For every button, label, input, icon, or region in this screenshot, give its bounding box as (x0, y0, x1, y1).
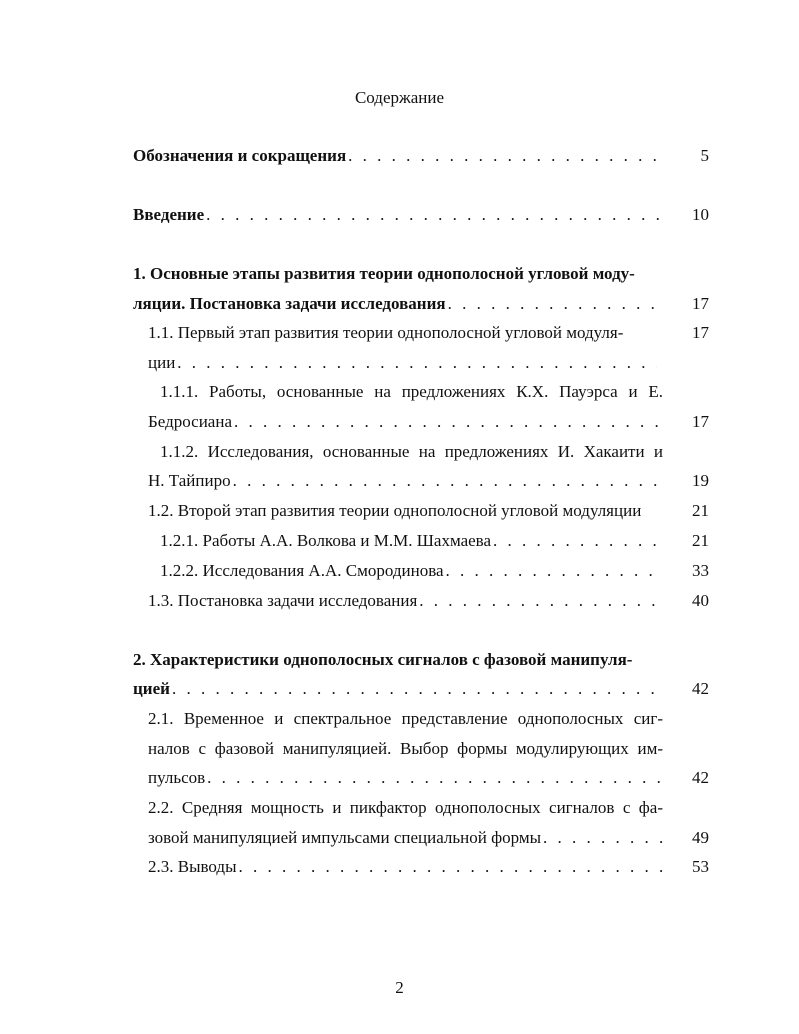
leader-dots (177, 353, 657, 373)
leader-dots (348, 146, 663, 166)
toc-entry-text: пульсов (148, 768, 206, 787)
leader-dots (233, 471, 663, 491)
leader-dots (239, 857, 663, 877)
toc-entry-text: 1.3. Постановка задачи исследования (148, 591, 418, 610)
leader-dots (446, 561, 663, 581)
toc-entry-page: 5 (700, 146, 709, 165)
leader-dots (206, 205, 663, 225)
toc-entry-text: 1.1.1. Работы, основанные на предложениях К.Х. Пауэрса и Е. (160, 382, 663, 401)
toc-entry-page: 53 (692, 857, 709, 876)
toc-entry-page: 40 (692, 591, 709, 610)
toc-entry-text: 1.2. Второй этап развития теории однополосной угловой модуляции (148, 501, 642, 520)
toc-entry-text: ляции. Постановка задачи исследования (133, 294, 446, 313)
toc-entry-text: ции (148, 353, 176, 372)
toc-entry-line1[interactable] (133, 650, 663, 672)
leader-dots (493, 531, 663, 551)
toc-entry-page: 17 (692, 412, 709, 431)
leader-dots (172, 679, 663, 699)
toc-entry-line3[interactable] (148, 768, 709, 790)
toc-entry-line1[interactable] (133, 264, 663, 286)
toc-entry-text: Обозначения и сокращения (133, 146, 347, 165)
toc-entry[interactable] (148, 501, 709, 523)
toc-entry-text: 1.1.2. Исследования, основанные на предложениях И. Хакаити и (160, 442, 663, 461)
toc-entry-line2[interactable] (133, 679, 709, 701)
leader-dots (419, 591, 663, 611)
page-number: 2 (395, 978, 404, 997)
toc-entry-text: 1.2.2. Исследования А.А. Смородинова (160, 561, 444, 580)
toc-entry-text: зовой манипуляцией импульсами специальной формы (148, 828, 542, 847)
leader-dots (543, 828, 663, 848)
toc-entry[interactable] (148, 591, 709, 613)
toc-entry-line2[interactable] (148, 828, 709, 850)
toc-entry-line1[interactable] (148, 709, 663, 731)
toc-entry-line2[interactable] (133, 294, 709, 316)
toc-entry-page: 21 (692, 501, 709, 520)
toc-entry[interactable] (160, 531, 709, 553)
toc-entry-page: 42 (692, 768, 709, 787)
leader-dots (234, 412, 663, 432)
toc-entry-text: 1.2.1. Работы А.А. Волкова и М.М. Шахмаева (160, 531, 492, 550)
toc-entry[interactable] (133, 146, 709, 168)
toc-entry-line2[interactable] (148, 412, 709, 434)
toc-entry-page: 17 (692, 294, 709, 313)
toc-entry-text: 2.2. Средняя мощность и пикфактор однополосных сигналов с фа- (148, 798, 663, 817)
toc-entry-page: 17 (692, 323, 709, 342)
toc-entry-text: Н. Тайпиро (148, 471, 231, 490)
toc-entry-line1[interactable] (148, 323, 709, 345)
toc-entry[interactable] (160, 561, 709, 583)
toc-entry-line1[interactable] (160, 442, 663, 464)
toc-entry-page: 49 (692, 828, 709, 847)
toc-entry-text: налов с фазовой манипуляцией. Выбор формы модулирующих им- (148, 739, 663, 758)
toc-entry-line1[interactable] (148, 798, 663, 820)
toc-entry[interactable] (133, 205, 709, 227)
toc-entry-text: 1. Основные этапы развития теории однополосной угловой моду- (133, 264, 635, 283)
toc-entry-page: 33 (692, 561, 709, 580)
toc-entry-page: 19 (692, 471, 709, 490)
toc-entry-text: Бедросиана (148, 412, 232, 431)
toc-entry-text: 1.1. Первый этап развития теории однополосной угловой модуля- (148, 323, 624, 342)
toc-entry-page: 10 (692, 205, 709, 224)
toc-entry-line2[interactable] (148, 353, 663, 375)
contents-title: Содержание (354, 88, 445, 107)
toc-entry-page: 21 (692, 531, 709, 550)
toc-entry-line2[interactable] (148, 471, 709, 493)
toc-entry-text: 2.1. Временное и спектральное представление однополосных сиг- (148, 709, 663, 728)
toc-entry-text: цией (133, 679, 170, 698)
toc-entry-text: 2. Характеристики однополосных сигналов с фазовой манипуля- (133, 650, 633, 669)
toc-entry[interactable] (148, 857, 709, 879)
toc-entry-text: Введение (133, 205, 205, 224)
toc-entry-page: 42 (692, 679, 709, 698)
toc-entry-text: 2.3. Выводы (148, 857, 237, 876)
toc-entry-line2[interactable] (148, 739, 663, 761)
leader-dots (448, 294, 663, 314)
leader-dots (207, 768, 663, 788)
toc-entry-line1[interactable] (160, 382, 663, 404)
